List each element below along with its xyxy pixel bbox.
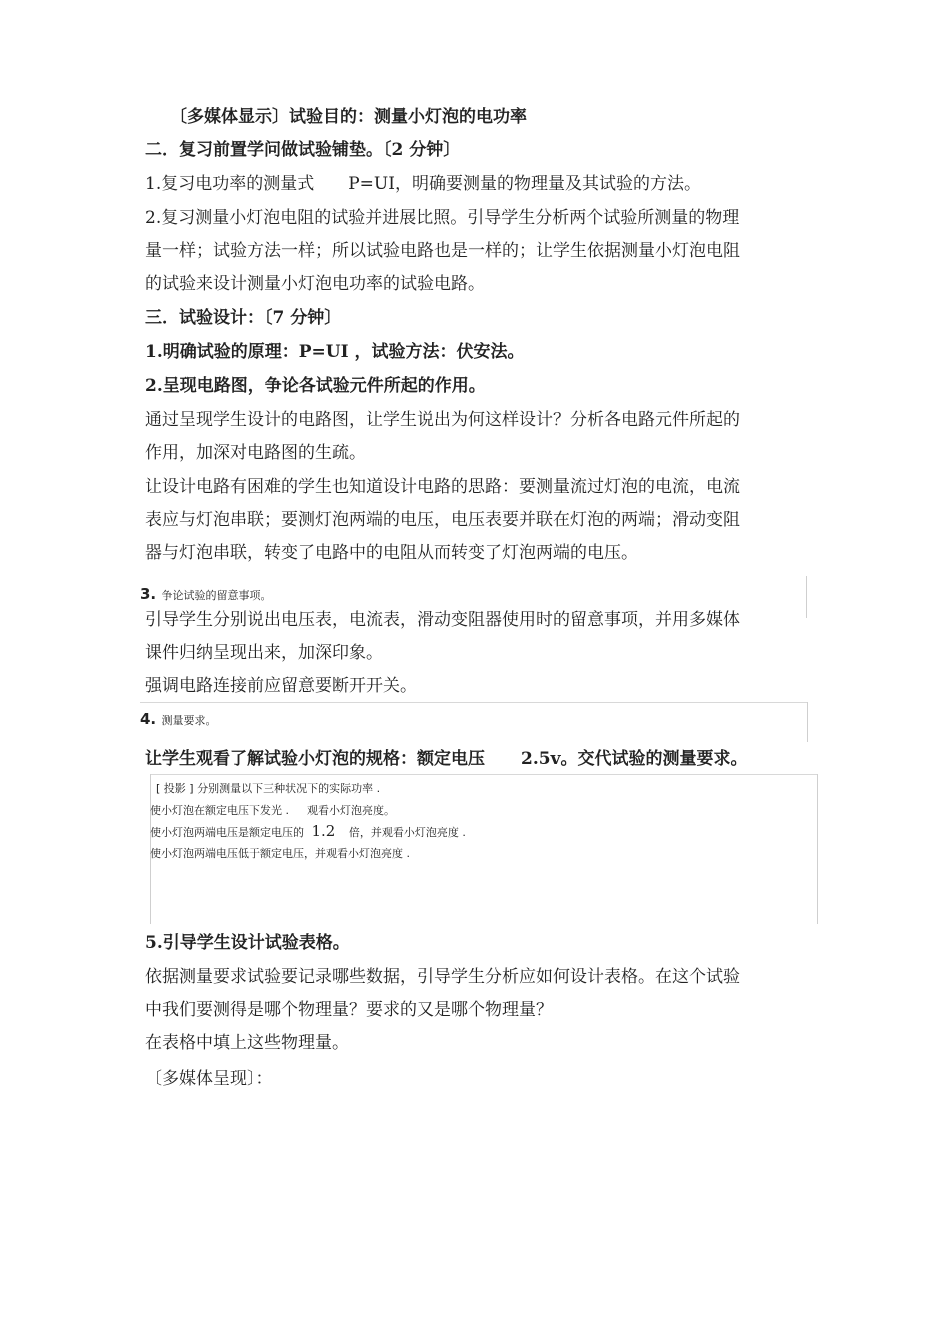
projection-line2-a: 使小灯泡在额定电压下发光 . bbox=[150, 804, 289, 817]
section2-p1-b: P=UI，明确要测量的物理量及其试验的方法。 bbox=[348, 174, 701, 194]
projection-line1: [ 投影 ] 分别测量以下三种状况下的实际功率 . bbox=[156, 782, 381, 795]
section3-heading: 三．试验设计：〔7 分钟〕 bbox=[145, 308, 342, 328]
section3-para-b-line1: 让设计电路有困难的学生也知道设计电路的思路：要测量流过灯泡的电流，电流 bbox=[145, 477, 740, 497]
section3-item1: 1.明确试验的原理：P=UI ，试验方法：伏安法。 bbox=[145, 342, 525, 362]
projection-line2 bbox=[150, 804, 395, 818]
section3-para-c-line2: 课件归纳呈现出来，加深印象。 bbox=[145, 643, 383, 663]
para-d-b: 2.5v。交代试验的测量要求。 bbox=[521, 749, 748, 769]
section3-para-e-line2: 中我们要测得是哪个物理量？要求的又是哪个物理量？ bbox=[145, 1000, 553, 1020]
item4-frame-edge bbox=[807, 702, 808, 742]
item4-number: 4. bbox=[140, 710, 157, 728]
item3-frame-edge bbox=[806, 576, 807, 618]
section2-p2-line2: 量一样；试验方法一样；所以试验电路也是一样的；让学生依据测量小灯泡电阻 bbox=[145, 241, 740, 261]
section2-heading: 二．复习前置学问做试验铺垫。〔2 分钟〕 bbox=[145, 140, 461, 160]
section3-para-a-line1: 通过呈现学生设计的电路图，让学生说出为何这样设计？分析各电路元件所起的 bbox=[145, 410, 740, 430]
section3-item2: 2.呈现电路图，争论各试验元件所起的作用。 bbox=[145, 376, 486, 396]
projection-line3-b: 倍，并观看小灯泡亮度 . bbox=[348, 826, 466, 839]
para-d-a: 让学生观看了解试验小灯泡的规格：额定电压 bbox=[145, 749, 485, 769]
section3-para-c-line3: 强调电路连接前应留意要断开开关。 bbox=[145, 676, 417, 696]
title-line: 〔多媒体显示〕试验目的：测量小灯泡的电功率 bbox=[170, 107, 527, 127]
projection-line2-b: 观看小灯泡亮度。 bbox=[307, 804, 395, 817]
projection-line4: 使小灯泡两端电压低于额定电压，并观看小灯泡亮度 . bbox=[150, 847, 410, 860]
section3-para-b-line2: 表应与灯泡串联；要测灯泡两端的电压，电压表要并联在灯泡的两端；滑动变阻 bbox=[145, 510, 740, 530]
section3-para-b-line3: 器与灯泡串联，转变了电路中的电阻从而转变了灯泡两端的电压。 bbox=[145, 543, 638, 563]
section3-para-e-line4: 〔多媒体呈现〕： bbox=[145, 1069, 273, 1089]
section2-p1 bbox=[145, 173, 701, 195]
section3-item5: 5.引导学生设计试验表格。 bbox=[145, 933, 350, 953]
section2-p2-line1: 2.复习测量小灯泡电阻的试验并进展比照。引导学生分析两个试验所测量的物理 bbox=[145, 208, 740, 228]
item3-text: 争论试验的留意事项。 bbox=[161, 589, 272, 602]
item3-number: 3. bbox=[140, 585, 157, 603]
section3-para-e-line3: 在表格中填上这些物理量。 bbox=[145, 1033, 349, 1053]
section3-para-d bbox=[145, 748, 747, 770]
section2-p1-a: 1.复习电功率的测量式 bbox=[145, 174, 315, 194]
section3-item4 bbox=[140, 708, 217, 730]
projection-frame-top bbox=[150, 774, 818, 775]
projection-frame-right bbox=[817, 774, 818, 924]
item4-frame-top bbox=[140, 702, 808, 703]
projection-line3 bbox=[150, 824, 466, 840]
section2-p2-line3: 的试验来设计测量小灯泡电功率的试验电路。 bbox=[145, 274, 485, 294]
section3-para-c-line1: 引导学生分别说出电压表，电流表，滑动变阻器使用时的留意事项，并用多媒体 bbox=[145, 610, 740, 630]
section3-para-e-line1: 依据测量要求试验要记录哪些数据，引导学生分析应如何设计表格。在这个试验 bbox=[145, 967, 740, 987]
projection-line3-a: 使小灯泡两端电压是额定电压的 bbox=[150, 826, 304, 839]
item4-text: 测量要求。 bbox=[161, 714, 217, 727]
section3-para-a-line2: 作用，加深对电路图的生疏。 bbox=[145, 443, 366, 463]
projection-line3-num: 1.2 bbox=[311, 822, 336, 840]
section3-item3 bbox=[140, 583, 272, 605]
